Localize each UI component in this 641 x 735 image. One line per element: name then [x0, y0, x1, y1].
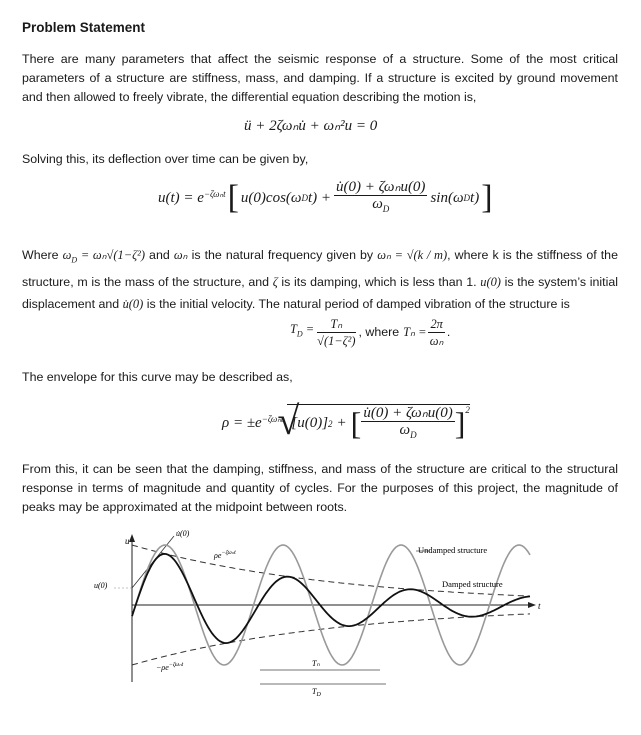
vibration-figure — [90, 522, 550, 700]
conclusion-paragraph: From this, it can be seen that the damping, stiffness, and mass of the structure are critical to the structural response in terms of magnitude and quantity of cycles. For the purposes of this project, the magnitude of peaks may be approximated at the midpoint between roots. — [22, 462, 618, 514]
equation-of-motion: ü + 2ζωₙu̇ + ωₙ²u = 0 — [244, 118, 378, 134]
eq2-term1-sub: D — [301, 193, 308, 203]
eq3-lhs: ρ = ±e — [222, 414, 262, 431]
eq2-term1: u(0)cos(ω — [240, 189, 302, 206]
td-label: $T_D$ — [312, 687, 321, 698]
tn-label: Tₙ — [312, 659, 320, 668]
intro-paragraph: There are many parameters that affect the seismic response of a structure. Some of the most critical parameters of a structure are stiffness, mass, and damping. If a structure is excited by ground movement and then allowed to freely vibrate, the differential equation describing the motion is, — [22, 52, 618, 104]
y-axis-label: u — [125, 536, 130, 546]
right-bracket: ] — [481, 179, 493, 216]
eq2-term2: sin(ω — [430, 189, 464, 206]
eq2-lhs: u(t) = e — [158, 189, 204, 206]
eq2-term2-sub: D — [463, 193, 471, 203]
solving-paragraph: Solving this, its deflection over time can be given by, — [22, 152, 309, 166]
eq2-numerator: u̇(0) + ζωₙu(0) — [336, 179, 426, 195]
envelope-equation — [222, 397, 470, 446]
eq3-radical: √ [u(0)] 2 + [ $\frac{\text{u̇(0) + ζωₙu(0)}}{\omega_D}$ ] $^2$ — [277, 397, 470, 443]
page-title: Problem Statement — [22, 20, 146, 35]
eq2-exponent: −ζωₙt — [203, 188, 226, 199]
u0-label: u(0) — [94, 581, 108, 590]
envelope-upper-label: $\rho e^{-\zeta\omega_nt}$ — [214, 550, 236, 560]
where-paragraph: Where $\omega_D = \omega_n√(1-\zeta^2)$ and ωₙ is the natural frequency given by ωₙ = √(k / m), where k is the stiffness of the structure, m is the mass of the structure, and ζ is its damping, which is less than 1. u(0) is the system’s initial displacement and u̇(0) is the initial velocity. The natural period of damped vibration of the structure is — [22, 248, 618, 312]
left-bracket: [ — [227, 179, 239, 216]
envelope-paragraph: The envelope for this curve may be described as, — [22, 370, 293, 384]
legend-undamped: Undamped structure — [418, 545, 488, 555]
eq2-term2-end: t) — [470, 189, 480, 206]
eq2-term1-end: t) + — [308, 189, 332, 206]
eq2-denominator: $\omega_D$ — [372, 196, 390, 214]
envelope-lower-label: $-\rho e^{-\zeta\omega_nt}$ — [156, 662, 184, 672]
period-line: $T_D$ = $\frac{\text{Tₙ}}{\text{√(1−ζ²)}}$ , where Tₙ = $\frac{2\pi}{\text{ωₙ}}$ . — [290, 316, 451, 348]
eq2-fraction — [334, 179, 427, 217]
x-axis-label: t — [538, 601, 541, 611]
legend-damped: Damped structure — [442, 579, 503, 589]
eq3-fraction: $\frac{\text{u̇(0) + ζωₙu(0)}}{\omega_D}$ — [363, 404, 453, 440]
eq3-exponent: −ζωₙt — [261, 413, 284, 424]
deflection-equation — [158, 176, 493, 220]
slope-label: u̇(0) — [176, 529, 190, 538]
